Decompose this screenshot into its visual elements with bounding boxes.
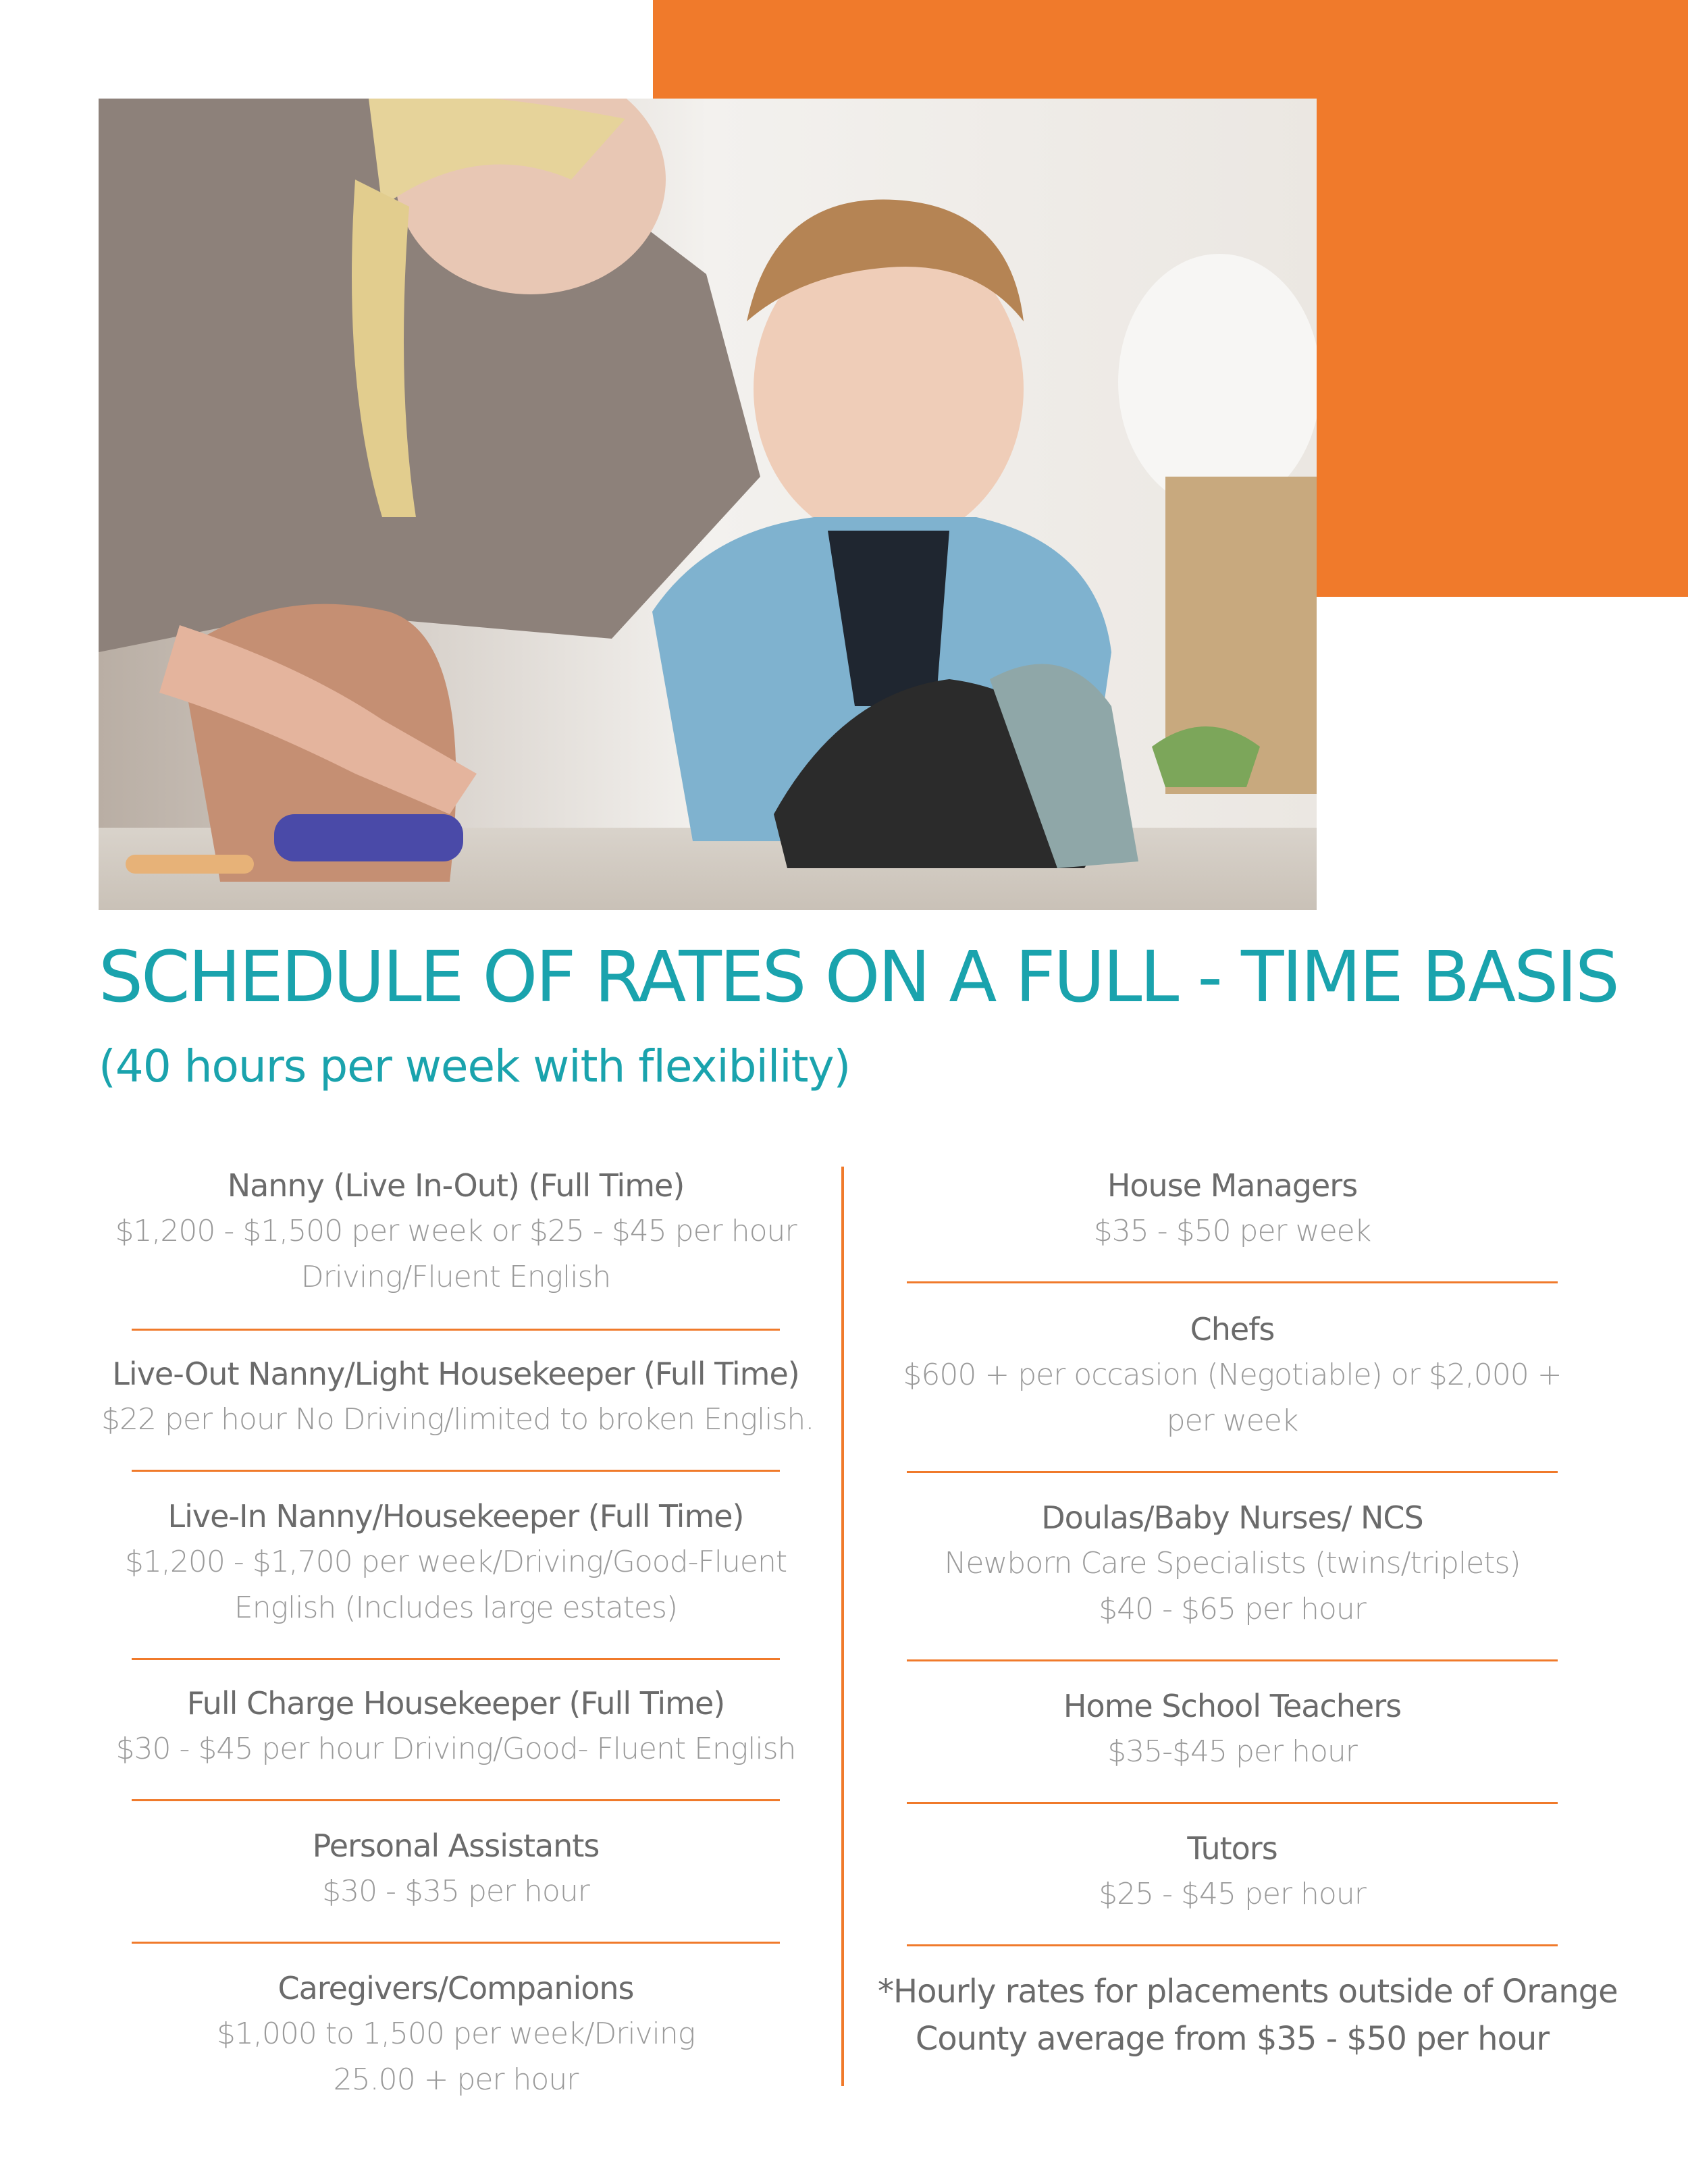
- photo-illustration: [99, 99, 1317, 910]
- column-divider: [841, 1167, 844, 2086]
- rate-entry-title: Chefs: [1190, 1311, 1275, 1348]
- rate-entry-detail: $25 - $45 per hour: [1099, 1877, 1366, 1911]
- rate-entry-detail: per week: [1166, 1404, 1298, 1438]
- page-title: SCHEDULE OF RATES ON A FULL - TIME BASIS: [99, 936, 1618, 1018]
- separator-rule: [132, 1942, 780, 1944]
- rate-entry-title: Tutors: [1187, 1830, 1277, 1867]
- rate-entry-detail: $1,200 - $1,500 per week or $25 - $45 per hour: [115, 1214, 797, 1248]
- separator-rule: [132, 1470, 780, 1472]
- rate-entry-live-in-nanny: [101, 1493, 810, 1631]
- footnote-line: *Hourly rates for placements outside of Orange: [878, 1973, 1618, 2010]
- rate-entry-title: Nanny (Live In-Out) (Full Time): [227, 1167, 685, 1204]
- hero-photo: [99, 99, 1317, 910]
- rate-entry-detail: 25.00 + per hour: [333, 2062, 579, 2097]
- page-subtitle: (40 hours per week with flexibility): [99, 1040, 851, 1092]
- rate-entry-doulas: [878, 1495, 1587, 1632]
- rate-entry-title: Full Charge Housekeeper (Full Time): [186, 1685, 725, 1722]
- rate-entry-detail: $1,200 - $1,700 per week/Driving/Good-Fluent: [124, 1545, 787, 1579]
- rate-entry-title: Doulas/Baby Nurses/ NCS: [1041, 1499, 1423, 1536]
- rate-entry-title: House Managers: [1107, 1167, 1358, 1204]
- rate-entry-title: Home School Teachers: [1063, 1688, 1402, 1724]
- rate-entry-personal-assistants: [101, 1823, 810, 1915]
- footnote-line: County average from $35 - $50 per hour: [915, 2020, 1550, 2058]
- rate-entry-chefs: [878, 1306, 1587, 1444]
- rate-entry-detail: English (Includes large estates): [234, 1591, 678, 1625]
- rate-entry-nanny-live-in-out: [101, 1163, 810, 1300]
- rates-left-column: [101, 1163, 814, 2103]
- rate-entry-title: Personal Assistants: [312, 1828, 600, 1864]
- rate-entry-live-out-nanny: [101, 1351, 814, 1443]
- rate-entry-caregivers: [101, 1965, 810, 2103]
- rate-entry-tutors: [878, 1826, 1587, 1917]
- rate-entry-detail: $40 - $65 per hour: [1099, 1592, 1366, 1626]
- separator-rule: [132, 1329, 780, 1331]
- rates-right-column: [878, 1163, 1618, 2062]
- separator-rule: [907, 1659, 1558, 1661]
- rate-entry-house-managers: [878, 1163, 1587, 1254]
- rate-entry-detail: Driving/Fluent English: [300, 1260, 611, 1294]
- rate-entry-title: Live-In Nanny/Housekeeper (Full Time): [167, 1498, 744, 1535]
- rate-entry-home-school-teachers: [878, 1683, 1587, 1775]
- rate-entry-detail: $22 per hour No Driving/limited to broken English.: [101, 1402, 814, 1437]
- rate-entry-detail: $30 - $35 per hour: [322, 1874, 589, 1909]
- rate-entry-detail: $30 - $45 per hour Driving/Good- Fluent English: [115, 1732, 796, 1766]
- separator-rule: [907, 1802, 1558, 1804]
- separator-rule: [907, 1281, 1558, 1283]
- hourly-rates-footnote: [878, 1968, 1618, 2062]
- rate-entry-detail: $35-$45 per hour: [1107, 1734, 1357, 1769]
- separator-rule: [907, 1471, 1558, 1473]
- separator-rule: [132, 1658, 780, 1660]
- separator-rule: [132, 1799, 780, 1801]
- rate-entry-full-charge-housekeeper: [101, 1680, 810, 1772]
- rate-entry-detail: $600 + per occasion (Negotiable) or $2,000 +: [903, 1358, 1562, 1392]
- rate-entry-title: Caregivers/Companions: [278, 1970, 634, 2006]
- separator-rule: [907, 1944, 1558, 1946]
- rate-entry-title: Live-Out Nanny/Light Housekeeper (Full Time): [112, 1356, 799, 1392]
- rate-entry-detail: $35 - $50 per week: [1093, 1214, 1371, 1248]
- rate-entry-detail: $1,000 to 1,500 per week/Driving: [216, 2017, 695, 2051]
- rate-entry-detail: Newborn Care Specialists (twins/triplets): [944, 1546, 1521, 1580]
